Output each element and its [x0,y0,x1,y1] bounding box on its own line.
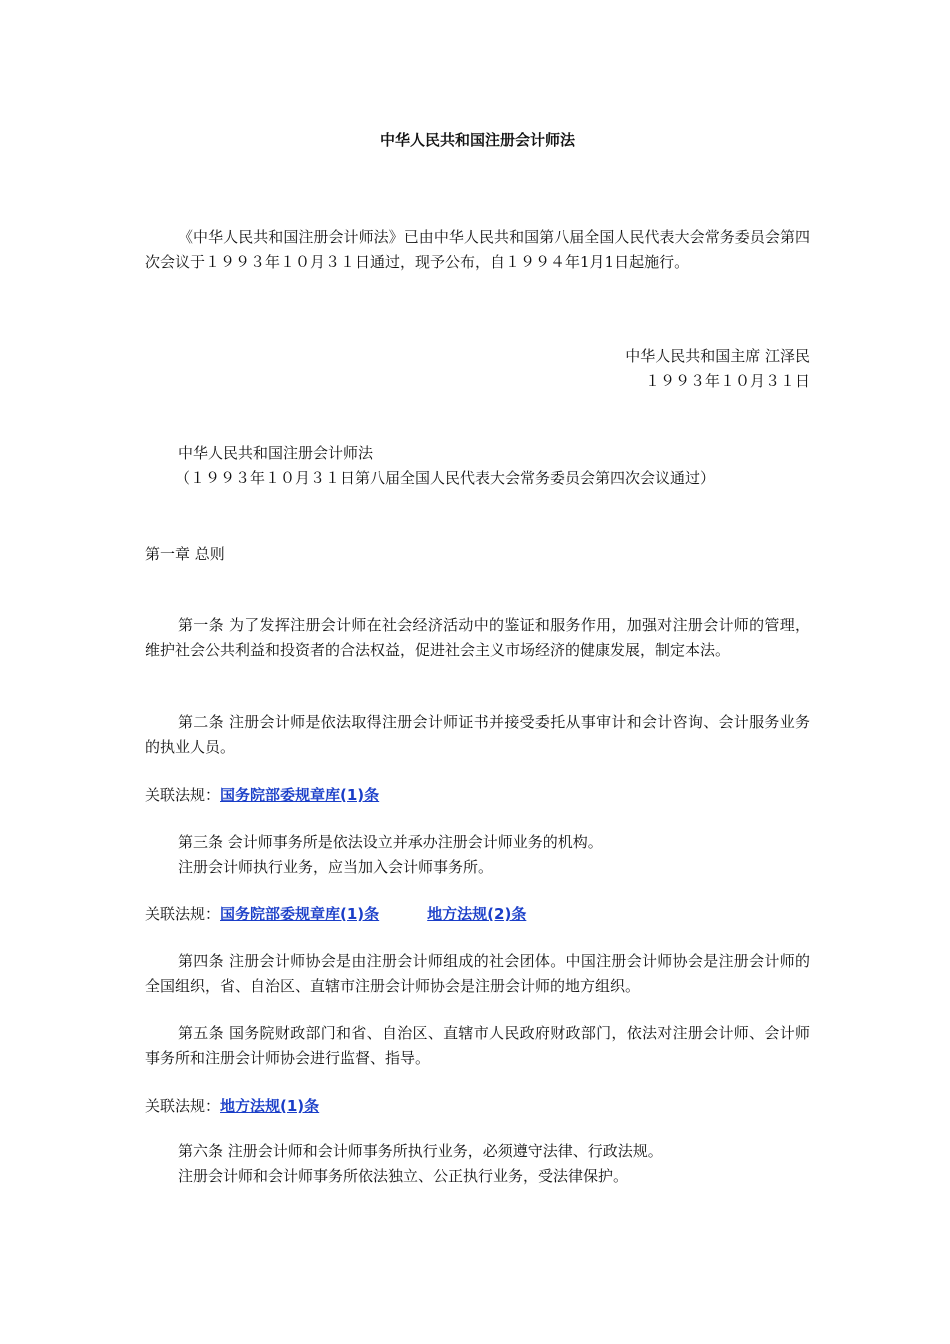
preamble-paragraph: 《中华人民共和国注册会计师法》已由中华人民共和国第八届全国人民代表大会常务委员会第四次会议于１９９３年１０月３１日通过，现予公布，自１９９４年1月1日起施行。 [145,228,810,271]
law-subtitle: 中华人民共和国注册会计师法 [178,444,374,462]
article-6-paragraph-1: 第六条 注册会计师和会计师事务所执行业务，必须遵守法律、行政法规。 [178,1142,663,1160]
article-3-paragraph-1: 第三条 会计师事务所是依法设立并承办注册会计师业务的机构。 [178,833,603,851]
related-label: 关联法规： [145,786,221,804]
signature-signer: 中华人民共和国主席 江泽民 [625,347,810,365]
document-title: 中华人民共和国注册会计师法 [379,131,575,149]
article-5: 第五条 国务院财政部门和省、自治区、直辖市人民政府财政部门，依法对注册会计师、会计师事务所和注册会计师协会进行监督、指导。 [145,1024,810,1067]
article-2: 第二条 注册会计师是依法取得注册会计师证书并接受委托从事审计和会计咨询、会计服务业务的执业人员。 [145,713,810,756]
signature-date: １９９３年１０月３１日 [644,372,810,390]
article-6-paragraph-2: 注册会计师和会计师事务所依法独立、公正执行业务，受法律保护。 [178,1167,629,1185]
related-link-local-regulations[interactable]: 地方法规(2)条 [427,905,527,923]
article-1: 第一条 为了发挥注册会计师在社会经济活动中的鉴证和服务作用，加强对注册会计师的管理，维护社会公共利益和投资者的合法权益，促进社会主义市场经济的健康发展，制定本法。 [145,616,810,659]
related-label: 关联法规： [145,905,221,923]
article-4: 第四条 注册会计师协会是由注册会计师组成的社会团体。中国注册会计师协会是注册会计师的全国组织，省、自治区、直辖市注册会计师协会是注册会计师的地方组织。 [145,952,810,995]
related-link-local-regulations[interactable]: 地方法规(1)条 [220,1097,320,1115]
chapter-heading: 第一章 总则 [145,545,225,563]
related-regulations-row [145,1094,319,1118]
article-3-paragraph-2: 注册会计师执行业务，应当加入会计师事务所。 [178,858,494,876]
related-link-ministry-rules[interactable]: 国务院部委规章库(1)条 [220,905,380,923]
document-page [145,0,810,1344]
related-label: 关联法规： [145,1097,221,1115]
related-regulations-row [145,783,379,807]
law-adoption-note: （１９９３年１０月３１日第八届全国人民代表大会常务委员会第四次会议通过） [175,469,716,487]
related-regulations-row [145,902,526,926]
related-link-ministry-rules[interactable]: 国务院部委规章库(1)条 [220,786,380,804]
